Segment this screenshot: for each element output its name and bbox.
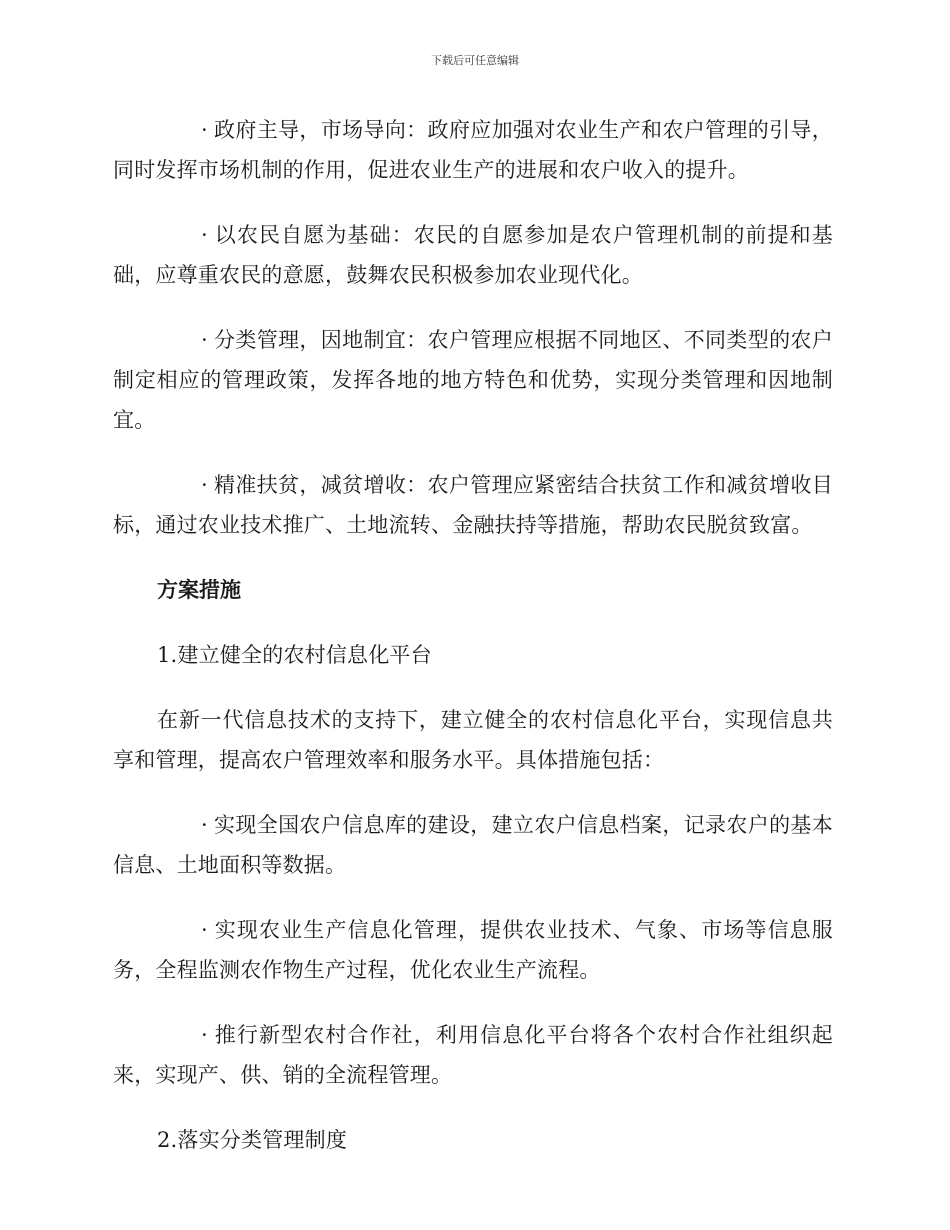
paragraph-text: 实现全国农户信息库的建设，建立农户信息档案，记录农户的基本信息、土地面积等数据。 <box>113 813 833 877</box>
document-body <box>113 110 833 1185</box>
bullet-marker: · <box>201 328 208 352</box>
principle-paragraph <box>113 465 833 545</box>
measure-paragraph <box>113 910 833 990</box>
bullet-marker: · <box>201 918 208 942</box>
subheading-1: 1.建立健全的农村信息化平台 <box>157 643 432 667</box>
bullet-marker: · <box>201 473 208 497</box>
bullet-marker: · <box>201 1023 208 1047</box>
paragraph-text: 实现农业生产信息化管理，提供农业技术、气象、市场等信息服务，全程监测农作物生产过程，优化农业生产流程。 <box>113 918 833 982</box>
bullet-marker: · <box>201 223 208 247</box>
intro-paragraph: 在新一代信息技术的支持下，建立健全的农村信息化平台，实现信息共享和管理，提高农户管理效率和服务水平。具体措施包括： <box>113 708 833 772</box>
paragraph-text: 推行新型农村合作社，利用信息化平台将各个农村合作社组织起来，实现产、供、销的全流程管理。 <box>113 1023 833 1087</box>
subheading-2: 2.落实分类管理制度 <box>157 1128 348 1152</box>
principle-paragraph <box>113 215 833 295</box>
page-header: 下载后可任意编辑 <box>431 54 519 67</box>
section-heading: 方案措施 <box>157 577 241 602</box>
measure-paragraph <box>113 1015 833 1095</box>
paragraph-text: 分类管理，因地制宜：农户管理应根据不同地区、不同类型的农户制定相应的管理政策，发挥各地的地方特色和优势，实现分类管理和因地制宜。 <box>113 328 833 432</box>
paragraph-text: 以农民自愿为基础：农民的自愿参加是农户管理机制的前提和基础，应尊重农民的意愿，鼓舞农民积极参加农业现代化。 <box>113 223 833 287</box>
paragraph-text: 政府主导，市场导向：政府应加强对农业生产和农户管理的引导，同时发挥市场机制的作用，促进农业生产的进展和农户收入的提升。 <box>113 118 833 182</box>
principle-paragraph <box>113 320 833 440</box>
bullet-marker: · <box>201 118 208 142</box>
principle-paragraph <box>113 110 833 190</box>
measure-paragraph <box>113 805 833 885</box>
paragraph-text: 精准扶贫，减贫增收：农户管理应紧密结合扶贫工作和减贫增收目标，通过农业技术推广、土地流转、金融扶持等措施，帮助农民脱贫致富。 <box>113 473 833 537</box>
bullet-marker: · <box>201 813 208 837</box>
